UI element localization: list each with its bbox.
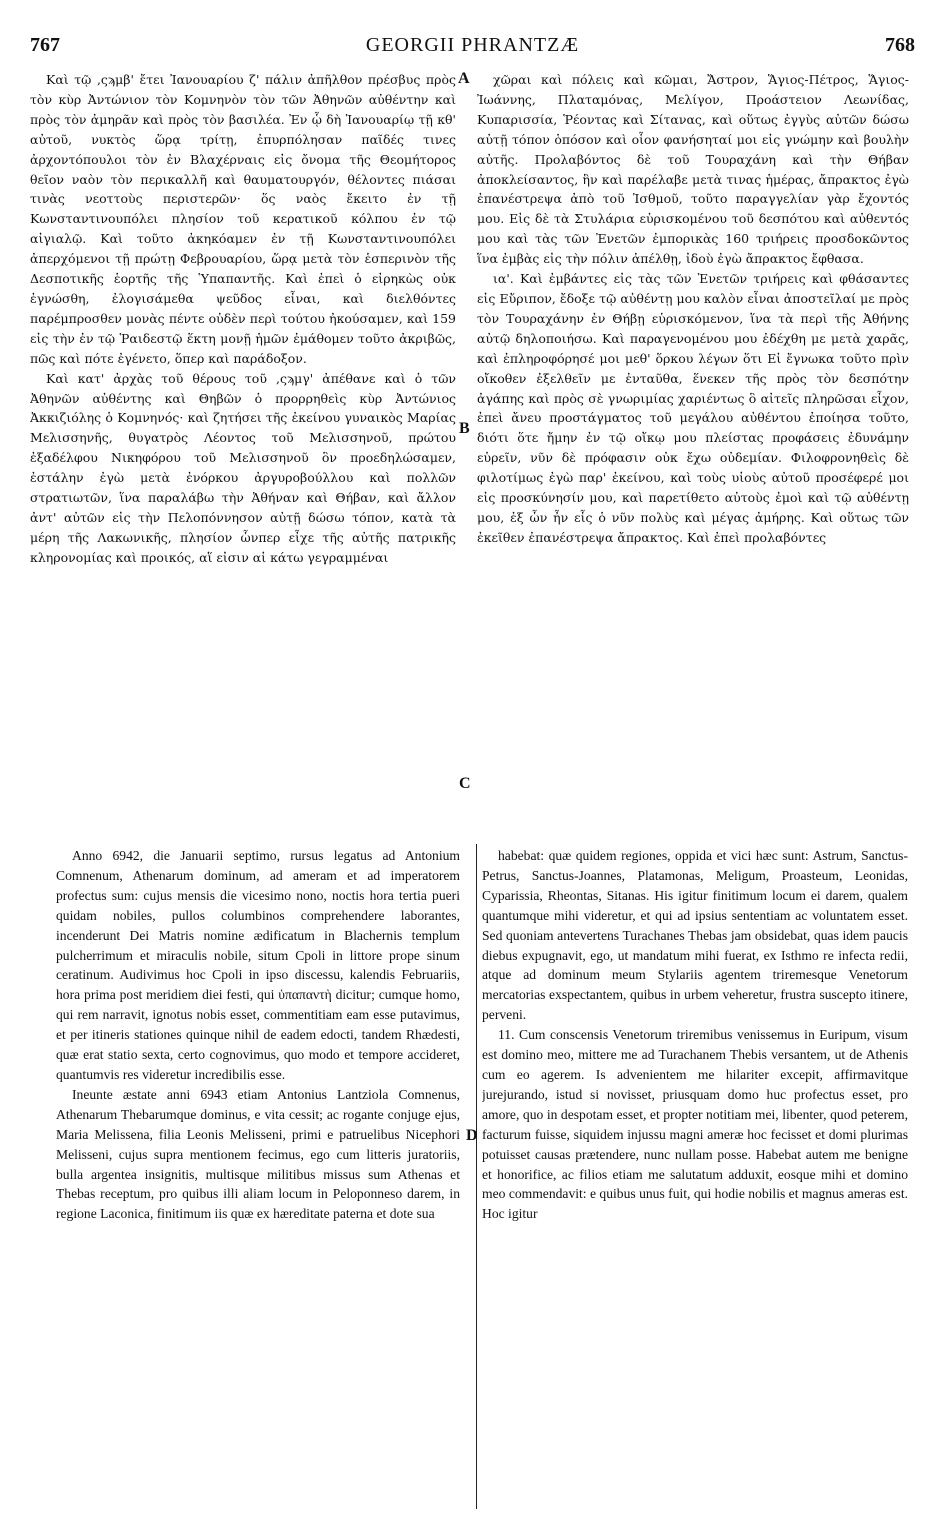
- left-page-number: 767: [30, 34, 60, 56]
- greek-right-paragraph-1: χῶραι καὶ πόλεις καὶ κῶμαι, Ἄστρον, Ἅγιος-Πέτρος, Ἅγιος-Ἰωάννης, Πλαταμόνας, Μελίγον, Προάστειον Λεωνίδας, Κυπαρισσία, Ῥέοντας καὶ Σίτανας, καὶ οὕτως ἐγγὺς αὐτῶν δώσω αὐτῇ τόπον ὁπόσον καὶ οἷον φανήσηταί μοι εἰς γνώμην καὶ βουλὴν αὐτῆς. Προλαβόντος δὲ τοῦ Τουραχάνη καὶ τὴν Θήβαν ἀποκλείσαντος, ἣν καὶ παρέλαβε μετὰ τινας ἡμέρας, ἄπρακτος ἐγὼ ἐπανέστρεψα ἀπὸ τοῦ Ἰσθμοῦ, τοῦτο παραγγελίαν γὰρ ἔχοντός μου. Εἰς δὲ τὰ Στυλάρια εὑρισκομένου τοῦ δεσπότου καὶ αὐθεντός μου καὶ τὰς τῶν Ἐνετῶν ἐμπορικὰς 160 τριήρεις προσδοκῶντος ἵνα ἐμβὰς εἰς τὴν πόλιν ἀπέλθῃ, ἰδοὺ ἐγὼ ἄπρακτος ἔφθασα.: [477, 72, 909, 267]
- margin-letter-d: D: [466, 1127, 478, 1144]
- latin-left-paragraph-1: Anno 6942, die Januarii septimo, rursus legatus ad Antonium Comnenum, Athenarum dominum, ad ameram et ad imperatorem profectus sum: cujus mensis die vicesimo nono, noctis hora tertia pueri quidam nobiles, pullos columbinos comprehendere laborantes, incenderunt Dei Matris nomine ædificatum in Blachernis templum pulcherrimum et miraculis nobile, situm Cpoli in littore prope sinum ceratinum. Audivimus hoc Cpoli in ipso discessu, kalendis Februariis, hora prima post meridiem diei festi, qui ὑπαπαντὴ dicitur; cumque homo, qui rem narravit, ignotus nobis esset, commentitiam eam esse putavimus, et per itineris stationes quinque nihil de eadem edocti, tandem Rhædesti, quæ erat statio sexta, certo cognovimus, quo modo et tempore accideret, quantumvis res videretur incredibilis esse.: [56, 848, 460, 1082]
- margin-letter-b: B: [459, 420, 470, 437]
- greek-right-paragraph-2: ια'. Καὶ ἐμβάντες εἰς τὰς τῶν Ἐνετῶν τριήρεις καὶ φθάσαντες εἰς Εὔριπον, ἔδοξε τῷ αὐθέντῃ μου καλὸν εἶναι ἀποστεῖλαί με πρὸς τὸν Τουραχάνην ἐν Θήβῃ εὑρισκόμενον, ἵνα τὰ περὶ τῆς Ἀθήνης αὐτῷ δηλοποιήσω. Καὶ παραγενομένου μου ἐδέχθη με μετὰ χαρᾶς, καὶ ἐπληροφόρησέ μοι μεθ' ὅρκου λέγων ὅτι Εἰ ἔγνωκα τοῦτο πρὶν οἴκοθεν ἐξελθεῖν με ἐνταῦθα, ἕνεκεν τῆς πρὸς τὸν δεσπότην ἀγάπης καὶ πρὸς σὲ γνωριμίας χαριέντως ὃ αἰτεῖς πληρῶσαι εἶχον, ἐπεὶ ἄνευ προστάγματος τοῦ μεγάλου αὐθέντου ἐποίησα τοῦτο, διότι ὅτε ἤμην ἐν τῷ οἴκῳ μου πλείστας προφάσεις ἐδυνάμην εὑρεῖν, νῦν δὲ πρόφασιν οὐκ ἔχω οὐδεμίαν. Φιλοφρονηθεὶς δὲ φιλοτίμως ἐγὼ παρ' ἐκείνου, καὶ τοὺς υἱοὺς αὐτοῦ προσέφερέ μοι εἰς προσκύνησίν μου, καὶ παρετίθετο αὐτοὺς ἐμοὶ καὶ τῷ αὐθέντῃ μου, ἐξ ὧν ἦν εἷς ὁ νῦν πολὺς καὶ μέγας ἀμήρης. Καὶ οὕτως τῶν ἐκεῖθεν ἐπανέστρεψα ἄπρακτος. Καὶ ἐπεὶ προλαβόντες: [477, 271, 909, 545]
- greek-column-left: [30, 70, 456, 840]
- margin-letter-a: A: [458, 70, 470, 87]
- right-page-number: 768: [885, 34, 915, 56]
- column-divider: [476, 844, 477, 1509]
- running-title: GEORGII PHRANTZÆ: [365, 34, 580, 56]
- page-header: [30, 34, 915, 64]
- latin-column-right: [482, 846, 908, 1510]
- latin-right-paragraph-1: habebat: quæ quidem regiones, oppida et vici hæc sunt: Astrum, Sanctus-Petrus, Sanctus-Joannes, Platamonas, Meligum, Proasteum, Leonidas, Cyparissia, Rheontas, Sitanas. His igitur finitimum locum ei darem, qualem quantumque mihi videretur, et qui ad ipsius sententiam ac voluntatem esset. Sed quoniam antevertens Turachanes Thebas jam obsidebat, quas idem paucis diebus expugnavit, ego, ut mandatum mihi fuerat, ex Isthmo re infecta redii, atque ad dominum meum Stylariis agentem triremesque Venetorum mercatorias exspectantem, quibus in urbem veheretur, frustra suscepto itinere, perveni.: [482, 848, 908, 1023]
- margin-letter-c: C: [459, 775, 471, 792]
- greek-column-right: [477, 70, 909, 840]
- latin-right-paragraph-2: 11. Cum conscensis Venetorum triremibus venissemus in Euripum, visum est domino meo, mittere me ad Turachanem Thebis versantem, ut de Athenis cum eo agerem. Is advenientem me hilariter excepit, affirmavitque jurejurando, istud si novisset, priusquam domo huc profectus esset, pro amore, quo in despotam esset, et propter notitiam mei, libenter, quod peterem, facturum fuisse, siquidem injussu magni ameræ hoc fecisset et domi plurimas potuisset causas prætendere, nunc nullam posse. Habebat autem me benigne et honorifice, ac filios etiam me salutatum adduxit, eosque mihi et domino meo commendavit: e quibus unus fuit, qui hodie nobilis et magnus ameras est. Hoc igitur: [482, 1027, 908, 1222]
- greek-left-paragraph-1: Καὶ τῷ ,ςϡμβ' ἔτει Ἰανουαρίου ζ' πάλιν ἀπῆλθον πρέσβυς πρὸς τὸν κὺρ Ἀντώνιον τὸν Κομνηνὸν τὸν τῶν Ἀθηνῶν αὐθέντην καὶ πρὸς τὸν ἀμηρᾶν καὶ πρὸς τὸν βασιλέα. Ἐν ᾧ δὴ Ἰανουαρίῳ τῇ κθ' αὐτοῦ, νυκτὸς ὥρᾳ τρίτῃ, ἐπυρπόλησαν παῖδές τινες ἀρχοντόπουλοι τὸν ἐν Βλαχέρναις εἰς ὄνομα τῆς Θεομήτορος θεῖον ναὸν τὸν περικαλλῆ καὶ θαυματουργόν, θέλοντες πιάσαι τινὰς νεοττοὺς περιστερῶν· ὅς ναὸς ἔκειτο ἐν τῇ Κωνσταντινουπόλει πλησίον τοῦ κερατικοῦ κόλπου ἐν τῷ αἰγιαλῷ. Καὶ τοῦτο ἀκηκόαμεν ἐν τῇ Κωνσταντινουπόλει ἀπερχόμενοι τῇ πρώτῃ Φεβρουαρίου, ὥρᾳ μετὰ τὸν ἑσπερινὸν τῆς Δεσποτικῆς ἑορτῆς τῆς Ὑπαπαντῆς. Καὶ ἐπεὶ ὁ εἰρηκὼς οὐκ ἐγνώσθη, ἐλογισάμεθα ψεῦδος εἶναι, καὶ διελθόντες παρέμπροσθεν μονὰς πέντε οὐδὲν περὶ τούτου ἠκούσαμεν, καὶ 159 εἰς τὴν ἐν τῷ Ῥαιδεστῷ ἕκτη μονῇ ἡμῶν ἐμάθομεν τοῦτο ἀκριβῶς, πῶς καὶ πότε ἐγένετο, ὅπερ καὶ παράδοξον.: [30, 72, 456, 366]
- greek-left-paragraph-2: Καὶ κατ' ἀρχὰς τοῦ θέρους τοῦ ,ςϡμγ' ἀπέθανε καὶ ὁ τῶν Ἀθηνῶν αὐθέντης καὶ Θηβῶν ὁ προρρηθεὶς κὺρ Ἀντώνιος Ἀκκιζιόλης ὁ Κομνηνός· καὶ ζητήσει τῆς ἐκείνου γυναικὸς Μαρίας Μελισσηνῆς, θυγατρὸς Λέοντος τοῦ Μελισσηνοῦ, πρώτου ἐξαδέλφου Νικηφόρου τοῦ Μελισσηνοῦ ὃν προεδηλώσαμεν, ἐστάλην ἐγὼ μετὰ ἐνόρκου ἀργυροβούλλου καὶ πολλῶν στρατιωτῶν, ἵνα παραλάβω τὴν Ἀθήναν καὶ Θήβαν, καὶ ἄλλον ἀντ' αὐτῶν εἰς τὴν Πελοπόννησον αὐτῇ δώσω τόπον, κατὰ τὰ μέρη τῆς Λακωνικῆς, πλησίον ὧνπερ εἶχε τῆς αὐτῆς πατρικῆς κληρονομίας καὶ προικός, αἵ εἰσιν αἱ κάτω γεγραμμέναι: [30, 370, 456, 565]
- latin-left-paragraph-2: Ineunte æstate anni 6943 etiam Antonius Lantziola Comnenus, Athenarum Thebarumque dominus, e vita cessit; ac rogante conjuge ejus, Maria Melissena, filia Leonis Melisseni, primi e patruelibus Nicephori Melisseni, cujus supra mentionem fecimus, ego cum litteris juratoriis, bulla argentea insignitis, multisque militibus missus sum Athenas et Thebas receptum, pro quibus illi aliam locum in Peloponneso darem, in regione Laconica, finitimum iis quæ ex hæreditate paterna et dote sua: [56, 1086, 460, 1222]
- latin-column-left: [56, 846, 460, 1510]
